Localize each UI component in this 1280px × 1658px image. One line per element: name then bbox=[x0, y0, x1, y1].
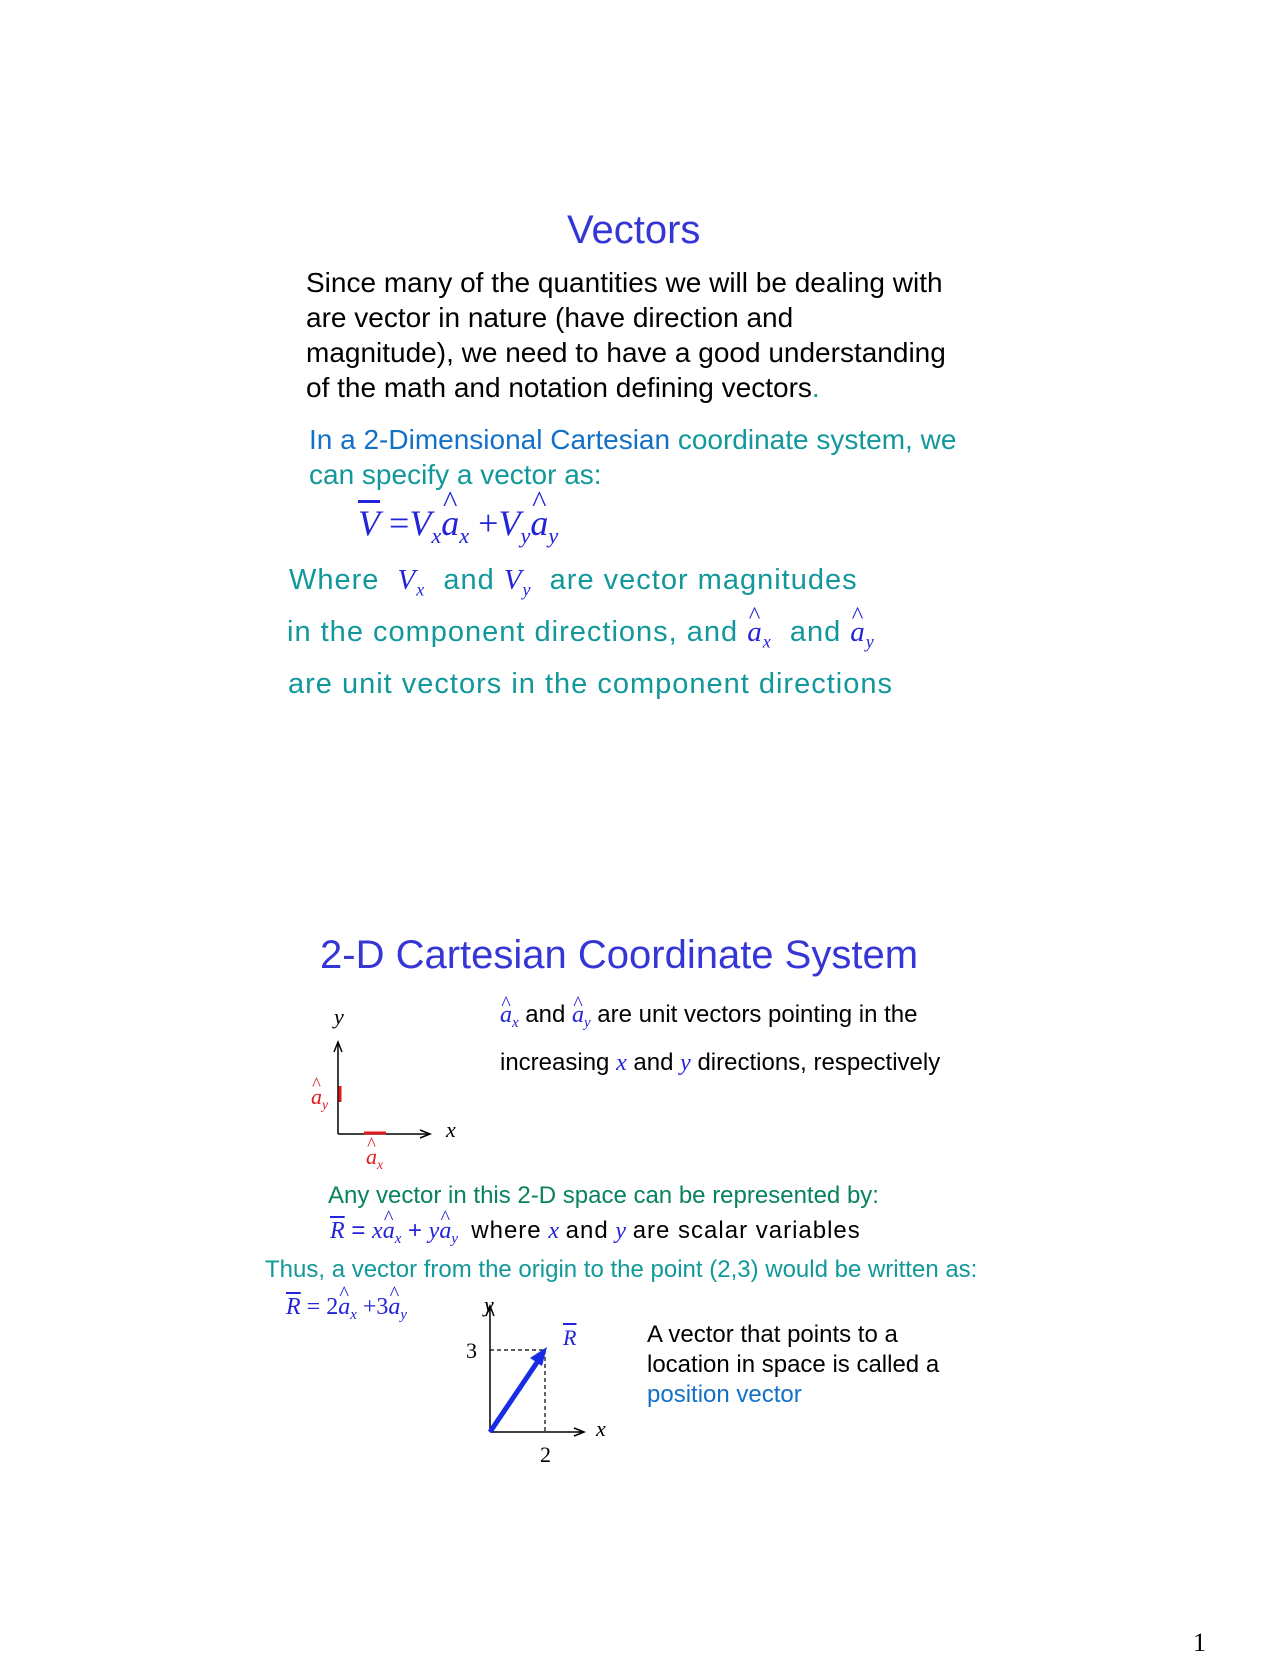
where-line-3: are unit vectors in the component directions bbox=[288, 668, 893, 700]
intro-line-4: of the math and notation defining vectors. bbox=[306, 372, 820, 403]
plot-R-label: $\overline{R}$ bbox=[563, 1325, 577, 1350]
desc-line-2: increasing x and y directions, respectively bbox=[500, 1049, 941, 1077]
coord-system-text bbox=[309, 422, 1029, 492]
desc-line-1: ^ $a_x$ and ^ $a_y$ are unit vectors pointing in the bbox=[500, 995, 940, 1043]
thus-text: Thus, a vector from the origin to the point (2,3) would be written as: bbox=[265, 1256, 978, 1283]
slide1-title: Vectors bbox=[567, 208, 701, 252]
plot-tick-2: 2 bbox=[540, 1442, 551, 1467]
intro-line-3: magnitude), we need to have a good understanding bbox=[306, 337, 946, 368]
plot-y-label: y bbox=[484, 1292, 494, 1317]
diagram-y-label: y bbox=[334, 1004, 344, 1029]
page-number: 1 bbox=[1193, 1628, 1206, 1657]
ax-label: ^ $a_x$ bbox=[366, 1144, 383, 1173]
diagram-x-label: x bbox=[446, 1117, 456, 1142]
ay-label: ^ $a_y$ bbox=[311, 1084, 328, 1113]
vector-equation: $\overline{V}$ $=V_x\^{}$ $a_x$ $+V_y\^{}$ $a_y$ bbox=[358, 502, 558, 549]
coord-line-1: In a 2-Dimensional Cartesian coordinate system, we bbox=[309, 424, 957, 455]
plot-tick-3: 3 bbox=[466, 1338, 477, 1363]
position-line-2: location in space is called a bbox=[647, 1351, 940, 1378]
any-vector-text: Any vector in this 2-D space can be represented by: bbox=[328, 1182, 879, 1209]
where-line-1: Where $V_x$ and $V_y$ are vector magnitudes bbox=[289, 564, 858, 600]
intro-line-1: Since many of the quantities we will be dealing with bbox=[306, 267, 943, 298]
coord-line-2: can specify a vector as: bbox=[309, 459, 602, 490]
position-vector-text bbox=[647, 1320, 939, 1410]
where-line-2: in the component directions, and ^ $a_x$ and ^ $a_y$ bbox=[287, 616, 875, 652]
plot-x-label: x bbox=[596, 1416, 606, 1441]
unit-vector-description bbox=[500, 995, 940, 1083]
position-vector-arrow bbox=[490, 1358, 540, 1432]
slide1-intro bbox=[306, 265, 1026, 405]
position-line-1: A vector that points to a bbox=[647, 1321, 898, 1348]
slide2-title: 2-D Cartesian Coordinate System bbox=[320, 933, 919, 977]
intro-line-2: are vector in nature (have direction and bbox=[306, 302, 794, 333]
R-equation-line: $\overline{R}$ = x^ $a_x$ + y^ $a_y$ where x and y are scalar variables bbox=[330, 1217, 861, 1248]
position-vector-term: position vector bbox=[647, 1381, 802, 1408]
R-equation-2: $\overline{R}$ = 2^ $a_x$ +3^ $a_y$ bbox=[286, 1294, 407, 1324]
